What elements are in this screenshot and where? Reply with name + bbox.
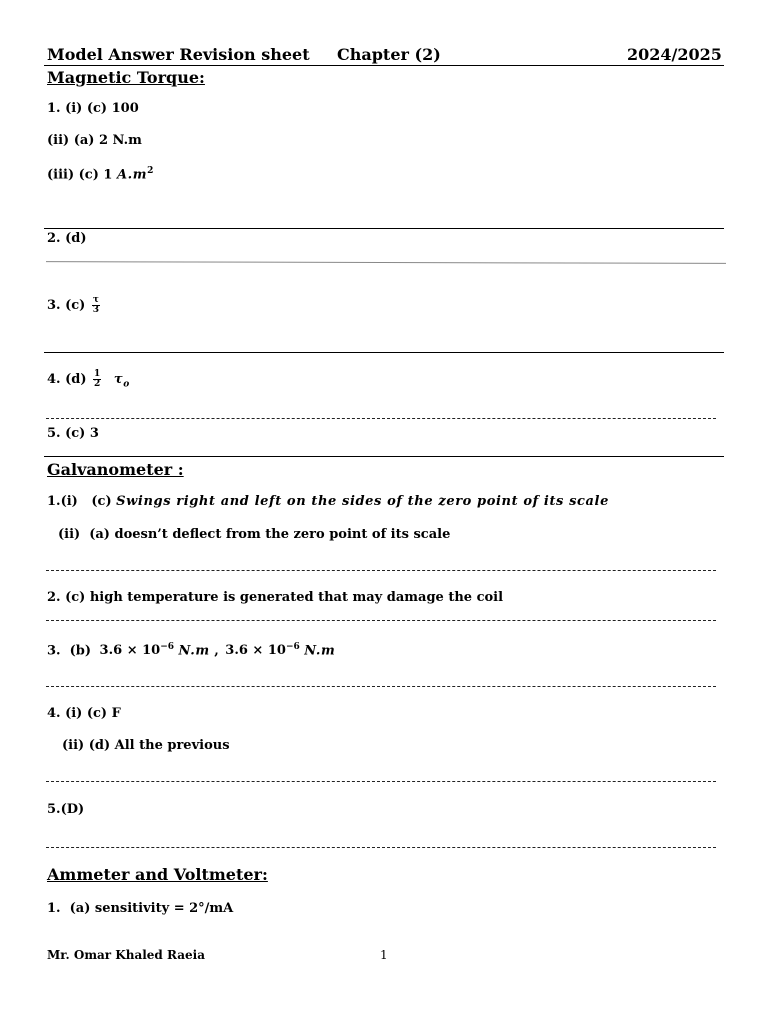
divider: [46, 418, 716, 419]
fraction-denominator: 2: [94, 379, 101, 389]
answer-g-3-val2-exp: −6: [285, 642, 300, 652]
answer-mt-1iii: [47, 166, 153, 182]
answer-g-1i-text: Swings right and left on the sides of the zero point of its scale: [116, 494, 609, 509]
chapter-label: Chapter (2): [337, 45, 441, 64]
year-label: 2024/2025: [627, 45, 722, 64]
tau-subscript: o: [123, 379, 130, 390]
section-heading-ammeter-voltmeter: Ammeter and Voltmeter:: [47, 865, 268, 884]
answer-mt-4-label: 4. (d): [47, 372, 87, 387]
answer-g-3-label: 3. (b): [47, 643, 92, 659]
answer-mt-3-label: 3. (c): [47, 298, 86, 313]
divider: [44, 228, 724, 229]
answer-g-2: 2. (c) high temperature is generated that may damage the coil: [47, 590, 504, 605]
tau-symbol: τ: [113, 372, 124, 387]
answer-g-3-val1-unit: N.m: [178, 643, 210, 659]
answer-mt-3: [47, 296, 102, 315]
answer-mt-1iii-label: (iii) (c) 1: [47, 167, 113, 183]
answer-g-3-val2-unit: N.m: [304, 643, 336, 659]
answer-g-4ii: (ii) (d) All the previous: [62, 738, 230, 753]
section-heading-galvanometer: Galvanometer :: [47, 460, 184, 479]
answer-g-1i: [47, 494, 609, 509]
divider: [44, 352, 724, 353]
answer-g-3-val1-base: 3.6 × 10: [99, 643, 161, 659]
divider: [46, 781, 716, 782]
answer-g-3-separator: ,: [214, 643, 219, 659]
divider: [46, 261, 726, 264]
divider: [46, 686, 716, 687]
page-number: 1: [380, 948, 388, 962]
header-rule: [44, 65, 724, 66]
doc-title: Model Answer Revision sheet: [47, 45, 310, 64]
divider: [46, 620, 716, 621]
answer-g-4i: 4. (i) (c) F: [47, 706, 121, 721]
answer-g-5: 5.(D): [47, 802, 85, 817]
fraction: [92, 296, 100, 315]
answer-mt-1i: 1. (i) (c) 100: [47, 101, 139, 116]
answer-mt-1ii: (ii) (a) 2 N.m: [47, 133, 142, 148]
fraction-numerator: τ: [92, 295, 99, 305]
answer-mt-1iii-unit: A.m: [116, 167, 148, 183]
answer-g-3-val2-base: 3.6 × 10: [225, 643, 286, 659]
divider: [46, 570, 716, 571]
answer-g-1i-label: 1.(i) (c): [47, 494, 112, 509]
answer-mt-2: 2. (d): [47, 231, 87, 246]
divider: [44, 456, 724, 457]
answer-av-1: 1. (a) sensitivity = 2°/mA: [47, 901, 234, 916]
answer-g-3: [47, 642, 335, 658]
answer-mt-4: [47, 370, 130, 390]
section-heading-magnetic-torque: Magnetic Torque:: [47, 68, 205, 87]
divider: [46, 847, 716, 848]
fraction-numerator: 1: [94, 369, 101, 379]
fraction-denominator: 3: [92, 305, 100, 315]
answer-g-1ii: (ii) (a) doesn’t deflect from the zero point of its scale: [58, 527, 451, 542]
answer-g-3-val1-exp: −6: [160, 642, 175, 652]
answer-mt-5: 5. (c) 3: [47, 426, 99, 441]
fraction: [93, 370, 101, 389]
answer-mt-1iii-exp: 2: [147, 166, 154, 176]
footer-author: Mr. Omar Khaled Raeia: [47, 948, 205, 962]
